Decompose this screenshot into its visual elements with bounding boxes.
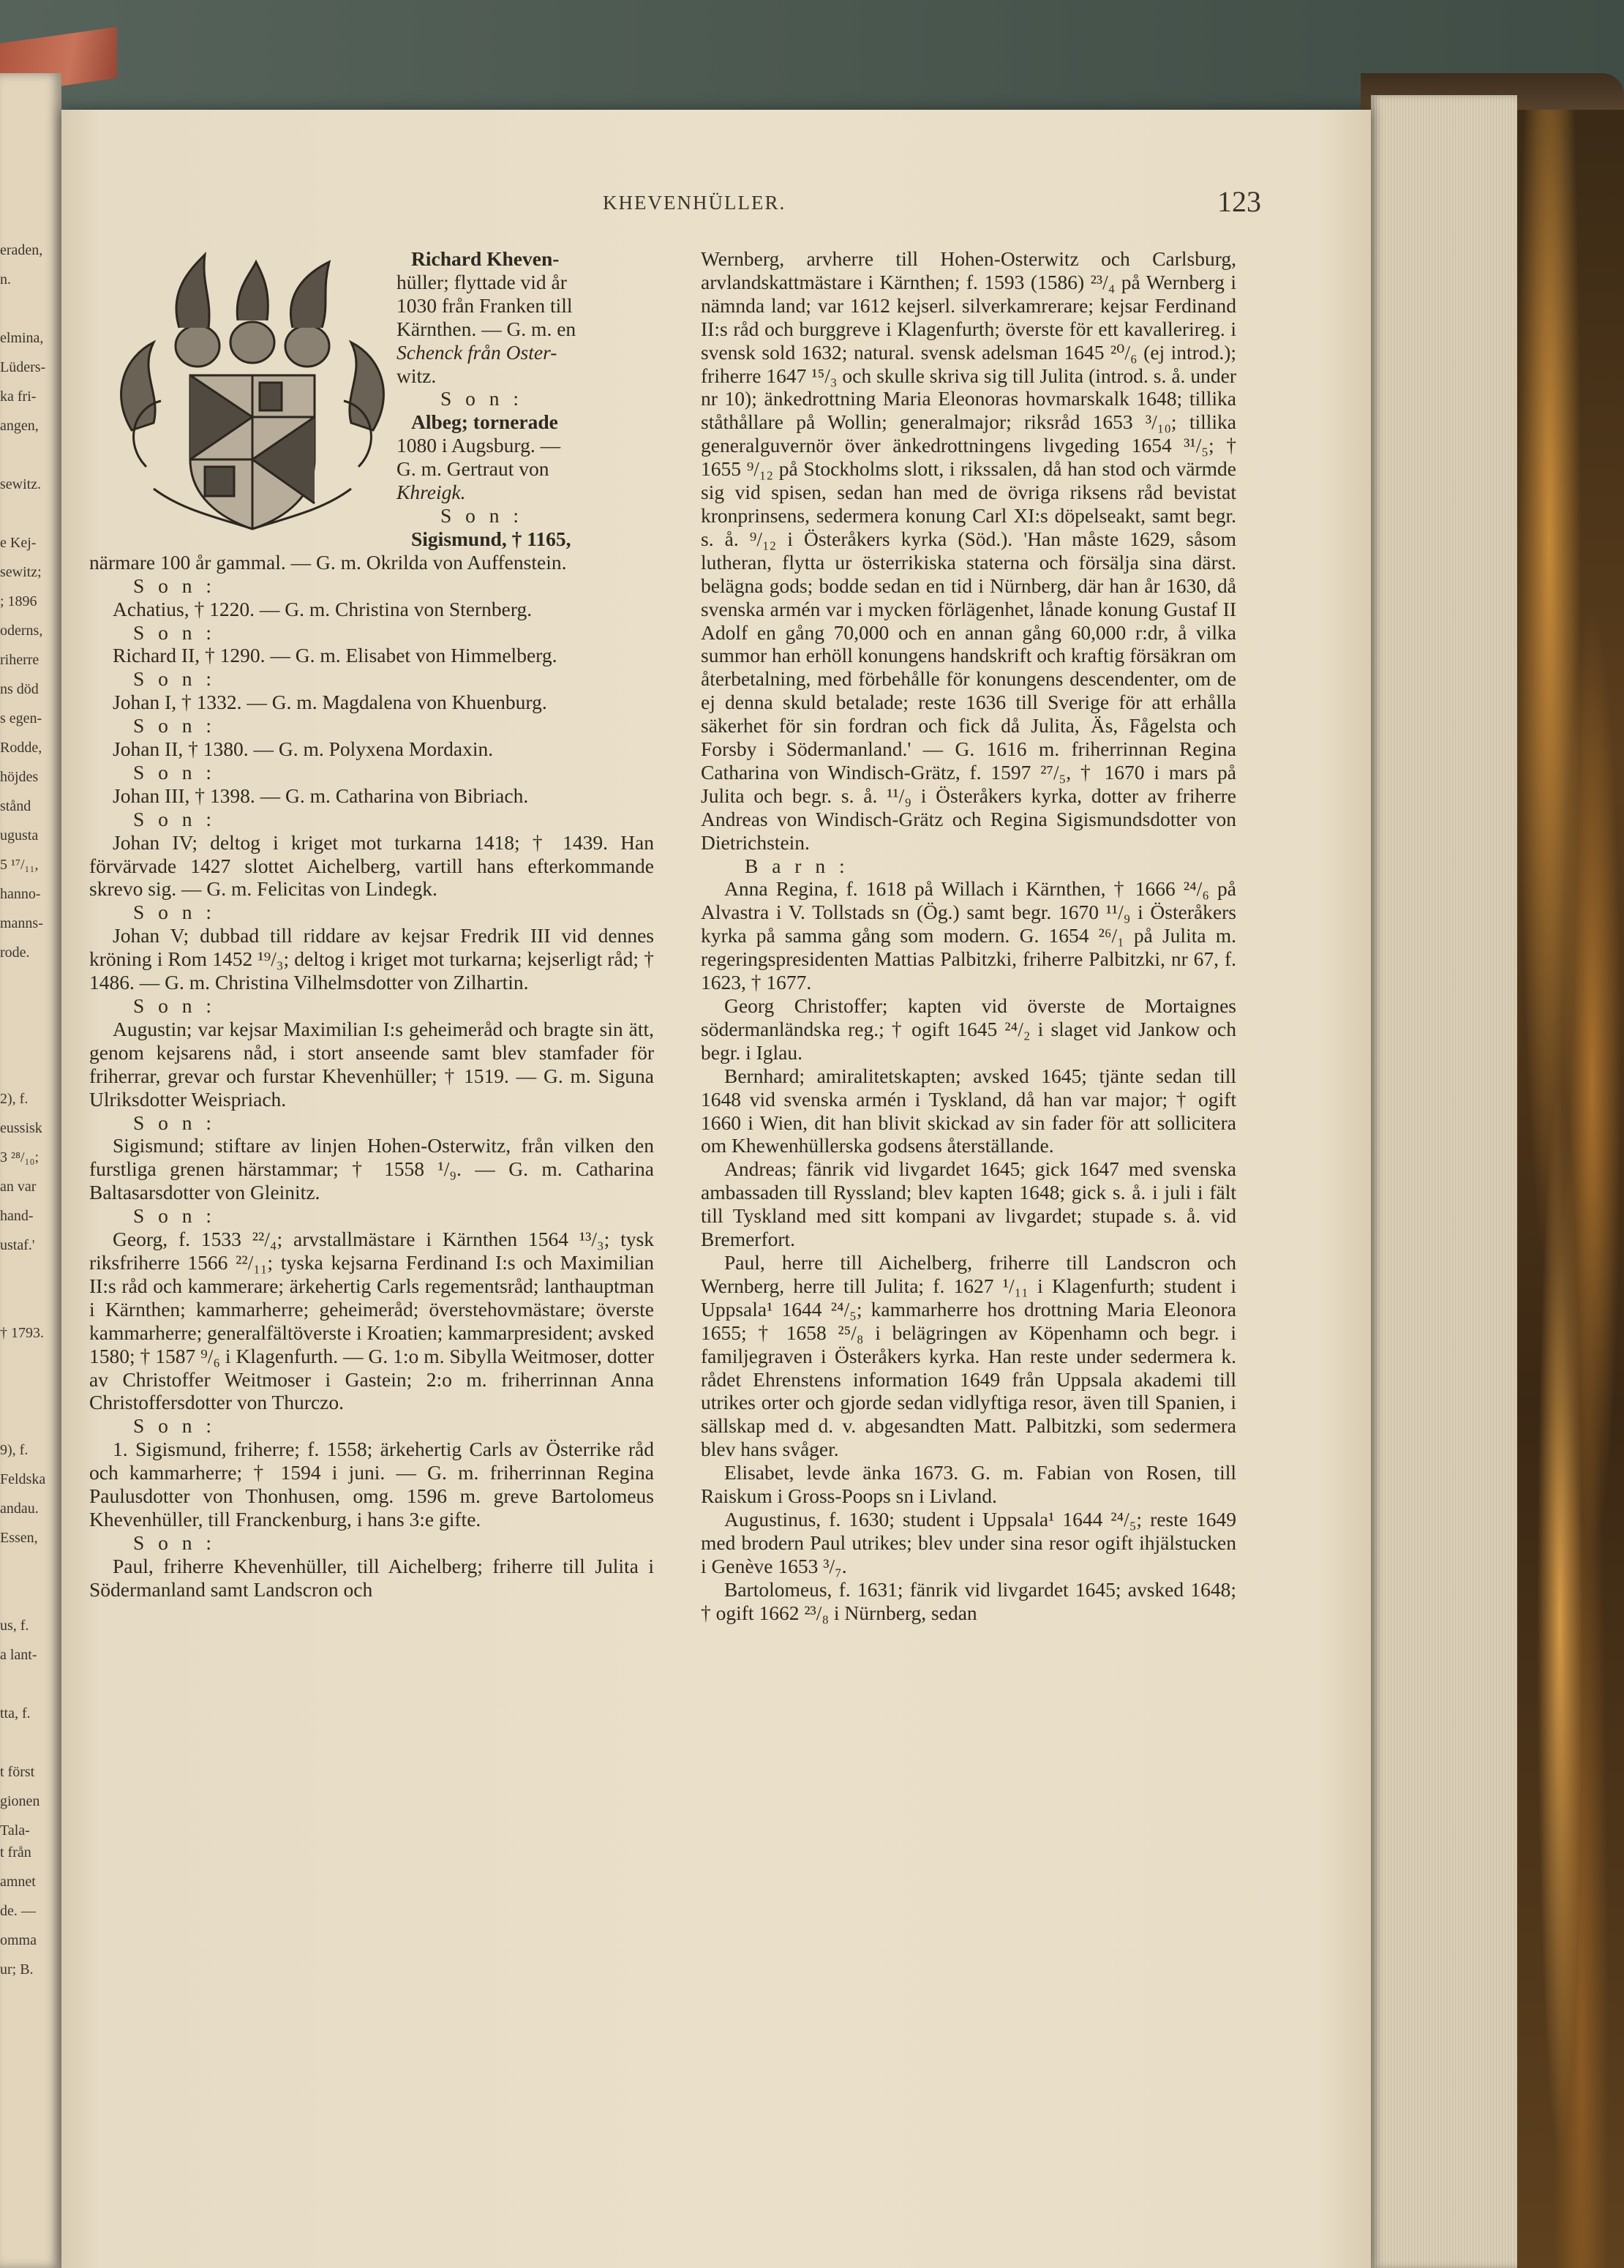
left-page-fragment: † 1793.	[0, 1325, 44, 1341]
left-page-fragment: s egen-	[0, 710, 42, 726]
child-entry: Georg Christoffer; kapten vid överste de Mortaignes södermanländska reg.; † ogift 1645 ²⁴/₂ i slaget vid Jankow och begr. i Iglau.	[701, 994, 1236, 1064]
entry-text: Johan I, † 1332. — G. m. Magdalena von Khuenburg.	[113, 691, 547, 714]
left-page-fragment: rode.	[0, 945, 30, 961]
entry-text: Achatius, † 1220. — G. m. Christina von Sternberg.	[113, 597, 533, 620]
right-column	[701, 247, 1236, 1624]
left-page-fragment: eraden,	[0, 242, 43, 258]
entry-text: 1. Sigismund, friherre; f. 1558; ärkehertig Carls av Österrike råd och kammarherre; † 1594 i juni. — G. m. friherrinnan Regina Paulusdotter von Thonhusen, omg. 1596 m. greve Bartolomeus Khevenhüller, till Franckenburg, i hans 3:e gifte.	[89, 1438, 654, 1531]
left-page-fragment: t från	[0, 1844, 31, 1860]
son-heading: S o n :	[133, 1531, 217, 1554]
page-header	[61, 185, 1371, 221]
left-page-fragment: omma	[0, 1932, 37, 1948]
child-entry: Bernhard; amiralitetskapten; avsked 1645; tjänte sedan till 1648 vid svenska armén i Tyskland, då han var major; † ogift 1660 i Wien, dit han blivit skickad av sin fader för att sollicitera om Khewenhüllerska godsens återställande.	[701, 1064, 1236, 1157]
son-heading: S o n :	[133, 574, 217, 597]
text-line: witz.	[396, 364, 437, 387]
child-entry: Paul, herre till Aichelberg, friherre till Landscron och Wernberg, herre till Julita; f. 1627 ¹/₁₁ i Klagenfurth; student i Uppsala¹ 1644 ²⁴/₅; kammarherre hos drottning Maria Eleonora 1655; † 1658 ²⁵/₈ i belägringen av Köpenhamn och begr. i familjegraven i Österåkers kyrka. Han reste under sedermera k. rådet Ehrenstens information 1649 från Uppsala akademi till utrikes orter och gjorde sedan vidlyftiga resor, även till Spanien, i sällskap med d. v. abgesandten Matt. Palbitzki, som sedermera blev hans svåger.	[701, 1250, 1236, 1461]
left-page-fragment: ; 1896	[0, 593, 37, 609]
page-stack-edge	[1371, 95, 1517, 2268]
entry-text: Wernberg, arvherre till Hohen-Osterwitz och Carlsburg, arvlandskattmästare i Kärnthen; f. 1593 (1586) ²³/₄ på Wernberg i nämnda land; var 1612 kejserl. silverkamrerare; kejsar Ferdinand II:s råd och burggreve i Klagenfurth; överste för ett kavallerireg. i svensk sold 1632; natural. svensk adelsman 1645 ²⁰/₆ (ej introd.); friherre 1647 ¹⁵/₃ och skulle skriva sig till Julita (introd. s. å. under nr 10); änkedrottning Maria Eleonoras hovmarskalk 1648; tillika ståthållare på Wollin; generalmajor; riksråd 1653 ³/₁₀; tillika generalguvernör över änkedrottningens livgeding 1654 ³¹/₅; † 1655 ⁹/₁₂ på Stockholms slott, i rikssalen, då han stod och värmde sig vid spisen, sedan han med de övriga riksens råd bevistat kronprinsens, sedermera konung Carl XI:s döpelseakt, samt begr. s. å. ⁹/₁₂ i Österåkers kyrka (Söd.). 'Han måste 1629, såsom lutheran, flytta ur österrikiska staterna och försälja sina därst. belägna gods; bodde sedan en tid i Nürnberg, där han år 1630, då svenska armén var i mycken förlägenhet, lånade konung Gustaf II Adolf en gång 70,000 och en annan gång 60,000 r:dr, å vilka summor han erhöll konungens handskrift och kraftig försäkran om återbetalning, med förbehålle för konungens descendenter, om de ej denna skuld betalade; reste 1636 till Sverige för att erhålla säkerhet för sin fordran och fick då Julita, Äs, Fågelsta och Forsby i Södermanland.' — G. 1616 m. friherrinnan Regina Catharina von Windisch-Grätz, f. 1597 ²⁷/₅, † 1670 i mars på Julita och begr. s. å. ¹¹/₉ i Österåkers kyrka, dotter av friherre Andreas von Windisch-Grätz och Regina Sigismundsdotter von Dietrichstein.	[701, 247, 1236, 854]
children-heading: B a r n :	[745, 854, 849, 877]
son-heading: S o n :	[133, 667, 217, 691]
left-page-fragment: e Kej-	[0, 535, 37, 551]
entry-name: Albeg; tornerade	[411, 410, 558, 434]
left-page-fragment: Lüders-	[0, 359, 46, 375]
left-page-fragment: ur; B.	[0, 1961, 34, 1978]
text-line: 1030 från Franken till	[396, 293, 573, 317]
left-page-fragment: ka fri-	[0, 388, 37, 405]
entry-text: Sigismund; stiftare av linjen Hohen-Osterwitz, från vilken den furstliga grenen härstammar; † 1558 ¹/₉. — G. m. Catharina Baltasarsdotter von Gleinitz.	[89, 1134, 654, 1204]
left-page-fragment: sewitz;	[0, 564, 42, 580]
left-page-fragment: elmina,	[0, 330, 44, 346]
left-page-fragment: eussisk	[0, 1120, 42, 1136]
left-page-fragment: ustaf.'	[0, 1237, 35, 1253]
entry-text: Georg, f. 1533 ²²/₄; arvstallmästare i Kärnthen 1564 ¹³/₃; tysk riksfriherre 1566 ²²/₁₁; tyska kejsarna Ferdinand I:s och Maximilian II:s råd och kammerare; ärkehertig Carls regementsråd; lanthauptman i Kärnthen; kammarherre; geheimeråd; överstehovmästare; överste kammarherre; generalfältöverste i Kroatien; kammarpresident; avsked 1580; † 1587 ⁹/₆ i Klagenfurth. — G. 1:o m. Sibylla Weitmoser, dotter av Christoffer Weitmoser i Gastein; 2:o m. friherrinnan Anna Christoffersdotter von Thurczo.	[89, 1228, 654, 1414]
son-heading: S o n :	[133, 620, 217, 644]
entry-name: Richard Kheven-	[411, 247, 560, 270]
left-page-fragment: höjdes	[0, 769, 39, 785]
left-page-fragment: 2), f.	[0, 1091, 29, 1107]
entry-text: Johan V; dubbad till riddare av kejsar Fredrik III vid dennes kröning i Rom 1452 ¹⁹/₃; deltog i kriget mot turkarna; kejserligt råd; † 1486. — G. m. Christina Vilhelmsdotter von Zilhartin.	[89, 924, 654, 994]
text-line: 1080 i Augsburg. —	[396, 434, 561, 457]
left-page-fragment: gionen	[0, 1793, 40, 1809]
left-page-fragment: a lant-	[0, 1647, 37, 1663]
left-page-fragment: Rodde,	[0, 740, 42, 756]
left-page-fragment: an var	[0, 1179, 37, 1195]
left-page-fragment: hand-	[0, 1208, 34, 1224]
son-heading: S o n :	[133, 1204, 217, 1228]
son-heading: S o n :	[133, 901, 217, 924]
entry-text: Johan III, † 1398. — G. m. Catharina von Bibriach.	[113, 784, 529, 807]
left-page-fragment: andau.	[0, 1501, 39, 1517]
child-entry: Bartolomeus, f. 1631; fänrik vid livgardet 1645; avsked 1648; † ogift 1662 ²³/₈ i Nürnberg, sedan	[701, 1577, 1236, 1624]
son-heading: S o n :	[133, 714, 217, 737]
page-number: 123	[1217, 185, 1261, 218]
left-page-fragment: manns-	[0, 915, 43, 931]
entry-text: Richard II, † 1290. — G. m. Elisabet von Himmelberg.	[113, 644, 557, 667]
child-entry: Anna Regina, f. 1618 på Willach i Kärnthen, † 1666 ²⁴/₆ på Alvastra i V. Tollstads sn (Ög.) samt begr. 1670 ¹¹/₉ i Österåkers kyrka på samma gång som modern. G. 1654 ²⁶/₁ på Julita m. regeringspresidenten Mattias Palbitzki, friherre Palbitzki, nr 67, f. 1623, † 1677.	[701, 877, 1236, 994]
left-page-fragment: n.	[0, 271, 11, 288]
son-heading: S o n :	[440, 503, 524, 527]
text-line: Schenck från Oster-	[396, 340, 557, 364]
left-page-fragment: angen,	[0, 418, 39, 434]
left-column	[89, 247, 654, 1602]
left-page-fragment: 5 ¹⁷/₁₁,	[0, 857, 39, 873]
entry-text: Augustin; var kejsar Maximilian I:s geheimeråd och bragte sin ätt, genom kejsarens nåd, i stort anseende samt blev stamfader för friherrar, grevar och furstar Khevenhüller; † 1519. — G. m. Siguna Ulriksdotter Weispriach.	[89, 1017, 654, 1111]
text-line: Khreigk.	[396, 481, 466, 504]
son-heading: S o n :	[133, 807, 217, 830]
left-page-fragment: Tala-	[0, 1822, 30, 1839]
left-page-fragment: hanno-	[0, 886, 41, 902]
left-page-fragment: sewitz.	[0, 476, 42, 492]
child-entry: Elisabet, levde änka 1673. G. m. Fabian von Rosen, till Raiskum i Gross-Poops sn i Livland.	[701, 1461, 1236, 1508]
entry-text: Paul, friherre Khevenhüller, till Aichelberg; friherre till Julita i Södermanland samt Landscron och	[89, 1554, 654, 1601]
entry-text: närmare 100 år gammal. — G. m. Okrilda von Auffenstein.	[89, 550, 567, 574]
left-page-fragment: ns död	[0, 681, 39, 697]
entry-text: Johan II, † 1380. — G. m. Polyxena Mordaxin.	[113, 737, 494, 761]
left-page-fragment: t först	[0, 1764, 35, 1780]
son-heading: S o n :	[440, 387, 524, 410]
child-entry: Andreas; fänrik vid livgardet 1645; gick 1647 med svenska ambassaden till Ryssland; blev kapten 1648; gick s. å. i juli i fält till Tyskland med sitt kompani av livgardet; stupade s. å. vid Bremerfort.	[701, 1157, 1236, 1251]
left-page-fragment: amnet	[0, 1874, 36, 1890]
left-page-fragment: tta, f.	[0, 1705, 31, 1721]
left-page-fragment: 3 ²⁸/₁₀;	[0, 1149, 40, 1165]
left-page-fragment: Feldska	[0, 1471, 46, 1487]
left-page-fragment: riherre	[0, 652, 40, 668]
son-heading: S o n :	[133, 994, 217, 1017]
left-page-fragment: ugusta	[0, 827, 39, 844]
child-entry: Augustinus, f. 1630; student i Uppsala¹ 1644 ²⁴/₅; reste 1649 med brodern Paul utrikes; blev under sina resor ogift ihjälstucken i Genève 1653 ³/₇.	[701, 1507, 1236, 1577]
left-page-fragment: stånd	[0, 798, 31, 814]
entry-text: Johan IV; deltog i kriget mot turkarna 1418; † 1439. Han förvärvade 1427 slottet Aichelberg, vartill hans efterkommande skrevo sig. — G. m. Felicitas von Lindegk.	[89, 830, 654, 901]
son-heading: S o n :	[133, 1111, 217, 1134]
son-heading: S o n :	[133, 1414, 217, 1438]
text-line: Kärnthen. — G. m. en	[396, 317, 576, 340]
left-page-fragment: 9), f.	[0, 1442, 29, 1458]
left-page-fragment: oderns,	[0, 623, 43, 639]
left-page-fragment: de. —	[0, 1903, 36, 1919]
son-heading: S o n :	[133, 760, 217, 784]
text-line: G. m. Gertraut von	[396, 457, 549, 481]
running-title: KHEVENHÜLLER.	[603, 192, 786, 214]
left-page-fragment: us, f.	[0, 1618, 29, 1634]
left-page-fragment: Essen,	[0, 1530, 38, 1546]
left-page-strip	[0, 73, 61, 2268]
entry-name: Sigismund, † 1165,	[411, 527, 571, 550]
marbled-cover	[1517, 110, 1624, 2268]
text-line: hüller; flyttade vid år	[396, 270, 567, 293]
